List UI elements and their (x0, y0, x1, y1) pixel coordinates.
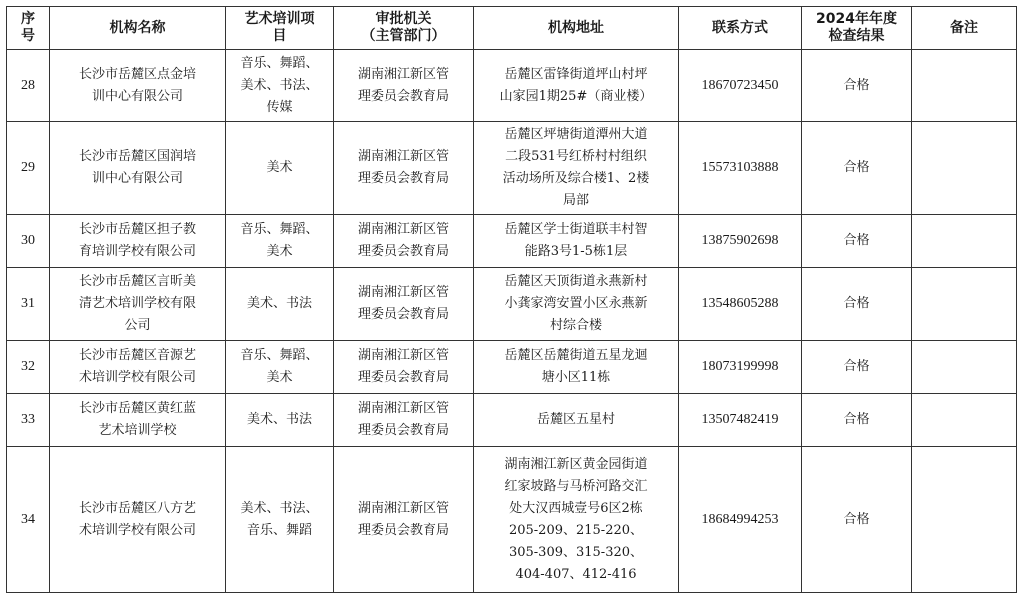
table-row (7, 268, 1017, 341)
text-line: 湖南湘江新区管 (357, 401, 449, 416)
cell-institution-address (474, 394, 679, 447)
cell-institution-name (50, 394, 226, 447)
text-line: 清艺术培训学校有限 (78, 296, 196, 311)
cell-contact: 18073199998 (679, 341, 802, 394)
text-line: 小龚家湾安置小区永燕新 (504, 296, 648, 311)
header-training-items (226, 7, 334, 50)
table-row (7, 341, 1017, 394)
cell-institution-address (474, 447, 679, 593)
text-line: 理委员会教育局 (357, 244, 449, 259)
cell-training-items (226, 394, 334, 447)
text-line: 岳麓区坪塘街道潭州大道 (504, 127, 648, 142)
text-line: 岳麓区天顶街道永燕新村 (504, 274, 648, 289)
text-line: 训中心有限公司 (91, 171, 183, 186)
text-line: 联系方式 (712, 19, 768, 36)
cell-inspection-result: 合格 (802, 394, 912, 447)
text-line: 湖南湘江新区管 (357, 285, 449, 300)
text-line: 长沙市岳麓区八方艺 (78, 500, 196, 516)
cell-institution-address (474, 341, 679, 394)
cell-institution-address (474, 268, 679, 341)
cell-inspection-result: 合格 (802, 447, 912, 593)
cell-contact: 18670723450 (679, 50, 802, 122)
cell-inspection-result: 合格 (802, 122, 912, 215)
cell-training-items (226, 215, 334, 268)
text-line: 音乐、舞蹈、 (240, 55, 319, 71)
cell-index: 28 (7, 50, 50, 122)
text-line: 处大汉西城壹号6区2栋 (509, 500, 643, 516)
cell-institution-address (474, 215, 679, 268)
cell-training-items (226, 268, 334, 341)
text-line: 湖南湘江新区管 (357, 149, 449, 164)
text-line: 美术、书法 (246, 296, 312, 311)
cell-institution-name (50, 268, 226, 341)
text-line: 公司 (124, 318, 151, 333)
table-row (7, 394, 1017, 447)
text-line: 能路3号1-5栋1层 (524, 244, 628, 259)
cell-training-items (226, 341, 334, 394)
header-contact (679, 7, 802, 50)
text-line: 二段531号红桥村村组织 (505, 149, 647, 164)
cell-institution-address (474, 50, 679, 122)
cell-index: 31 (7, 268, 50, 341)
text-line: 艺术培训学校 (98, 423, 177, 438)
header-remarks (912, 7, 1017, 50)
text-line: 湖南湘江新区管 (357, 66, 449, 82)
header-institution-address (474, 7, 679, 50)
cell-institution-name (50, 50, 226, 122)
cell-approval-authority (334, 394, 474, 447)
cell-institution-name (50, 122, 226, 215)
cell-index: 32 (7, 341, 50, 394)
text-line: 术培训学校有限公司 (78, 522, 196, 538)
cell-training-items (226, 50, 334, 122)
text-line: 岳麓区五星村 (536, 412, 615, 427)
table-row (7, 447, 1017, 593)
cell-inspection-result: 合格 (802, 215, 912, 268)
text-line: 局部 (562, 193, 589, 208)
text-line: 机构地址 (548, 19, 604, 36)
header-index (7, 7, 50, 50)
text-line: 美术、书法、 (240, 77, 319, 93)
text-line: 音乐、舞蹈、 (240, 222, 319, 237)
cell-institution-name (50, 447, 226, 593)
header-institution-name (50, 7, 226, 50)
cell-approval-authority (334, 50, 474, 122)
cell-inspection-result: 合格 (802, 341, 912, 394)
text-line: 音乐、舞蹈 (246, 522, 312, 538)
table-row (7, 122, 1017, 215)
table-row (7, 215, 1017, 268)
text-line: 长沙市岳麓区国润培 (78, 149, 196, 164)
text-line: 音乐、舞蹈、 (240, 348, 319, 363)
cell-institution-name (50, 215, 226, 268)
text-line: 理委员会教育局 (357, 307, 449, 322)
cell-index: 30 (7, 215, 50, 268)
text-line: 机构名称 (109, 19, 166, 36)
text-line: 湖南湘江新区黄金园街道 (504, 456, 648, 472)
text-line: 理委员会教育局 (357, 88, 449, 104)
inspection-results-table (6, 6, 1017, 593)
cell-index: 33 (7, 394, 50, 447)
cell-inspection-result: 合格 (802, 268, 912, 341)
cell-remarks (912, 215, 1017, 268)
text-line: 审批机关 (375, 11, 432, 27)
text-line: 育培训学校有限公司 (78, 244, 196, 259)
cell-remarks (912, 447, 1017, 593)
cell-contact: 15573103888 (679, 122, 802, 215)
cell-contact: 13548605288 (679, 268, 802, 341)
cell-contact: 18684994253 (679, 447, 802, 593)
text-line: 长沙市岳麓区点金培 (78, 66, 196, 82)
cell-approval-authority (334, 122, 474, 215)
text-line: 湖南湘江新区管 (357, 348, 449, 363)
cell-institution-address (474, 122, 679, 215)
text-line: 长沙市岳麓区言昕美 (78, 274, 196, 289)
cell-approval-authority (334, 268, 474, 341)
cell-remarks (912, 268, 1017, 341)
text-line: （主管部门） (361, 28, 446, 44)
text-line: 长沙市岳麓区音源艺 (78, 348, 196, 363)
text-line: 理委员会教育局 (357, 522, 449, 538)
text-line: 湖南湘江新区管 (357, 222, 449, 237)
cell-index: 29 (7, 122, 50, 215)
text-line: 艺术培训项 (244, 11, 315, 27)
text-line: 2024年年度 (816, 11, 897, 27)
table-header-row (7, 7, 1017, 50)
text-line: 205-209、215-220、 (508, 522, 644, 538)
cell-inspection-result: 合格 (802, 50, 912, 122)
cell-remarks (912, 122, 1017, 215)
text-line: 美术、书法 (246, 412, 312, 427)
text-line: 长沙市岳麓区黄红蓝 (78, 401, 196, 416)
text-line: 红家坡路与马桥河路交汇 (504, 478, 648, 494)
text-line: 检查结果 (828, 28, 885, 44)
text-line: 美术 (266, 244, 293, 259)
table-body (7, 50, 1017, 593)
cell-training-items (226, 447, 334, 593)
text-line: 传媒 (266, 99, 293, 115)
text-line: 山家园1期25#（商业楼） (499, 88, 653, 104)
cell-index: 34 (7, 447, 50, 593)
text-line: 岳麓区雷锋街道坪山村坪 (504, 66, 648, 82)
text-line: 美术 (266, 160, 293, 175)
text-line: 术培训学校有限公司 (78, 370, 196, 385)
cell-training-items (226, 122, 334, 215)
text-line: 备注 (950, 19, 978, 36)
cell-institution-name (50, 341, 226, 394)
cell-remarks (912, 341, 1017, 394)
text-line: 序 (21, 11, 35, 27)
text-line: 村综合楼 (549, 318, 602, 333)
cell-remarks (912, 394, 1017, 447)
text-line: 404-407、412-416 (515, 566, 637, 582)
text-line: 理委员会教育局 (357, 370, 449, 385)
text-line: 岳麓区岳麓街道五星龙迴 (504, 348, 648, 363)
text-line: 美术 (266, 370, 293, 385)
text-line: 号 (21, 28, 35, 44)
cell-contact: 13875902698 (679, 215, 802, 268)
cell-remarks (912, 50, 1017, 122)
text-line: 目 (272, 28, 287, 44)
cell-approval-authority (334, 447, 474, 593)
text-line: 美术、书法、 (240, 500, 319, 516)
text-line: 长沙市岳麓区担子教 (78, 222, 196, 237)
text-line: 305-309、315-320、 (508, 544, 644, 560)
cell-approval-authority (334, 215, 474, 268)
cell-contact: 13507482419 (679, 394, 802, 447)
text-line: 湖南湘江新区管 (357, 500, 449, 516)
text-line: 理委员会教育局 (357, 171, 449, 186)
cell-approval-authority (334, 341, 474, 394)
table-row (7, 50, 1017, 122)
header-approval-authority (334, 7, 474, 50)
text-line: 训中心有限公司 (91, 88, 183, 104)
header-inspection-result (802, 7, 912, 50)
text-line: 塘小区11栋 (541, 370, 611, 385)
text-line: 岳麓区学士街道联丰村智 (504, 222, 648, 237)
text-line: 活动场所及综合楼1、2楼 (502, 171, 650, 186)
text-line: 理委员会教育局 (357, 423, 449, 438)
